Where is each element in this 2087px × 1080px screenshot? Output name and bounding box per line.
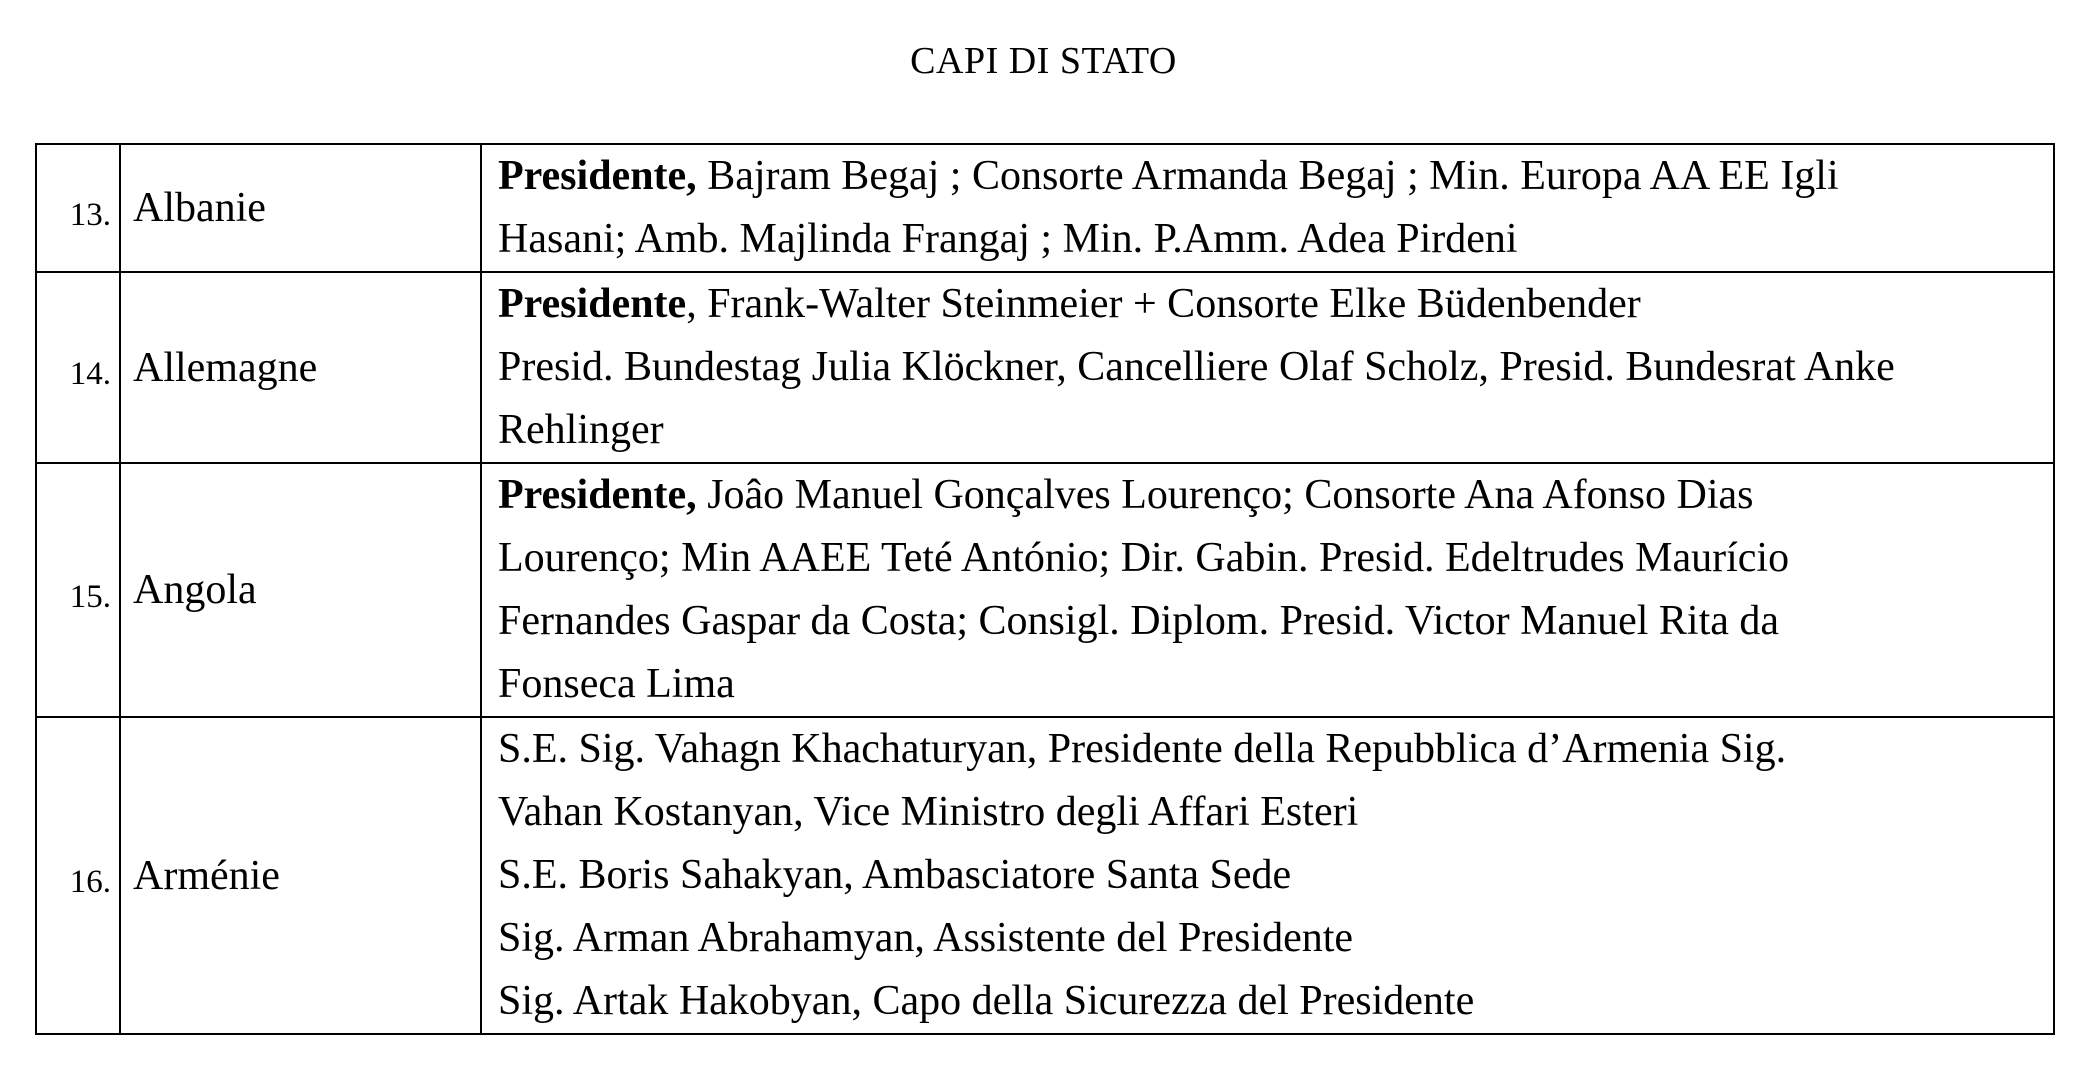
table-row — [36, 463, 2054, 717]
row-number: 16. — [36, 717, 120, 1034]
detail-line: Vahan Kostanyan, Vice Ministro degli Affari Esteri — [498, 789, 1359, 835]
row-number: 15. — [36, 463, 120, 717]
row-number: 14. — [36, 272, 120, 463]
detail-line: Sig. Arman Abrahamyan, Assistente del Presidente — [498, 915, 1354, 961]
delegation-details — [481, 144, 2054, 272]
detail-line: Hasani; Amb. Majlinda Frangaj ; Min. P.Amm. Adea Pirdeni — [498, 216, 1518, 262]
country-name: Allemagne — [120, 272, 481, 463]
heads-of-state-table — [35, 143, 2055, 1035]
country-name: Angola — [120, 463, 481, 717]
detail-line: Presidente, Bajram Begaj ; Consorte Armanda Begaj ; Min. Europa AA EE Igli — [498, 153, 1839, 199]
country-name: Arménie — [120, 717, 481, 1034]
delegation-details — [481, 717, 2054, 1034]
role-label: Presidente, — [498, 472, 697, 518]
detail-line: Presidente, Frank-Walter Steinmeier + Consorte Elke Büdenbender — [498, 281, 1641, 327]
delegation-details — [481, 272, 2054, 463]
detail-line: Fonseca Lima — [498, 661, 735, 707]
role-label: Presidente, — [498, 153, 697, 199]
table-row — [36, 144, 2054, 272]
detail-line: S.E. Boris Sahakyan, Ambasciatore Santa Sede — [498, 852, 1292, 898]
detail-line: S.E. Sig. Vahagn Khachaturyan, Presidente della Repubblica d’Armenia Sig. — [498, 726, 1787, 772]
role-label: Presidente — [498, 281, 687, 327]
detail-line: Fernandes Gaspar da Costa; Consigl. Diplom. Presid. Victor Manuel Rita da — [498, 598, 1780, 644]
detail-line: Lourenço; Min AAEE Teté António; Dir. Gabin. Presid. Edeltrudes Maurício — [498, 535, 1790, 581]
page-title: CAPI DI STATO — [910, 40, 1177, 82]
row-number: 13. — [36, 144, 120, 272]
country-name: Albanie — [120, 144, 481, 272]
table-row — [36, 272, 2054, 463]
detail-line: Sig. Artak Hakobyan, Capo della Sicurezza del Presidente — [498, 978, 1475, 1024]
detail-line: Rehlinger — [498, 407, 664, 453]
detail-line: Presidente, Joâo Manuel Gonçalves Lourenço; Consorte Ana Afonso Dias — [498, 472, 1754, 518]
delegation-details — [481, 463, 2054, 717]
table-row — [36, 717, 2054, 1034]
detail-line: Presid. Bundestag Julia Klöckner, Cancelliere Olaf Scholz, Presid. Bundesrat Anke — [498, 344, 1895, 390]
